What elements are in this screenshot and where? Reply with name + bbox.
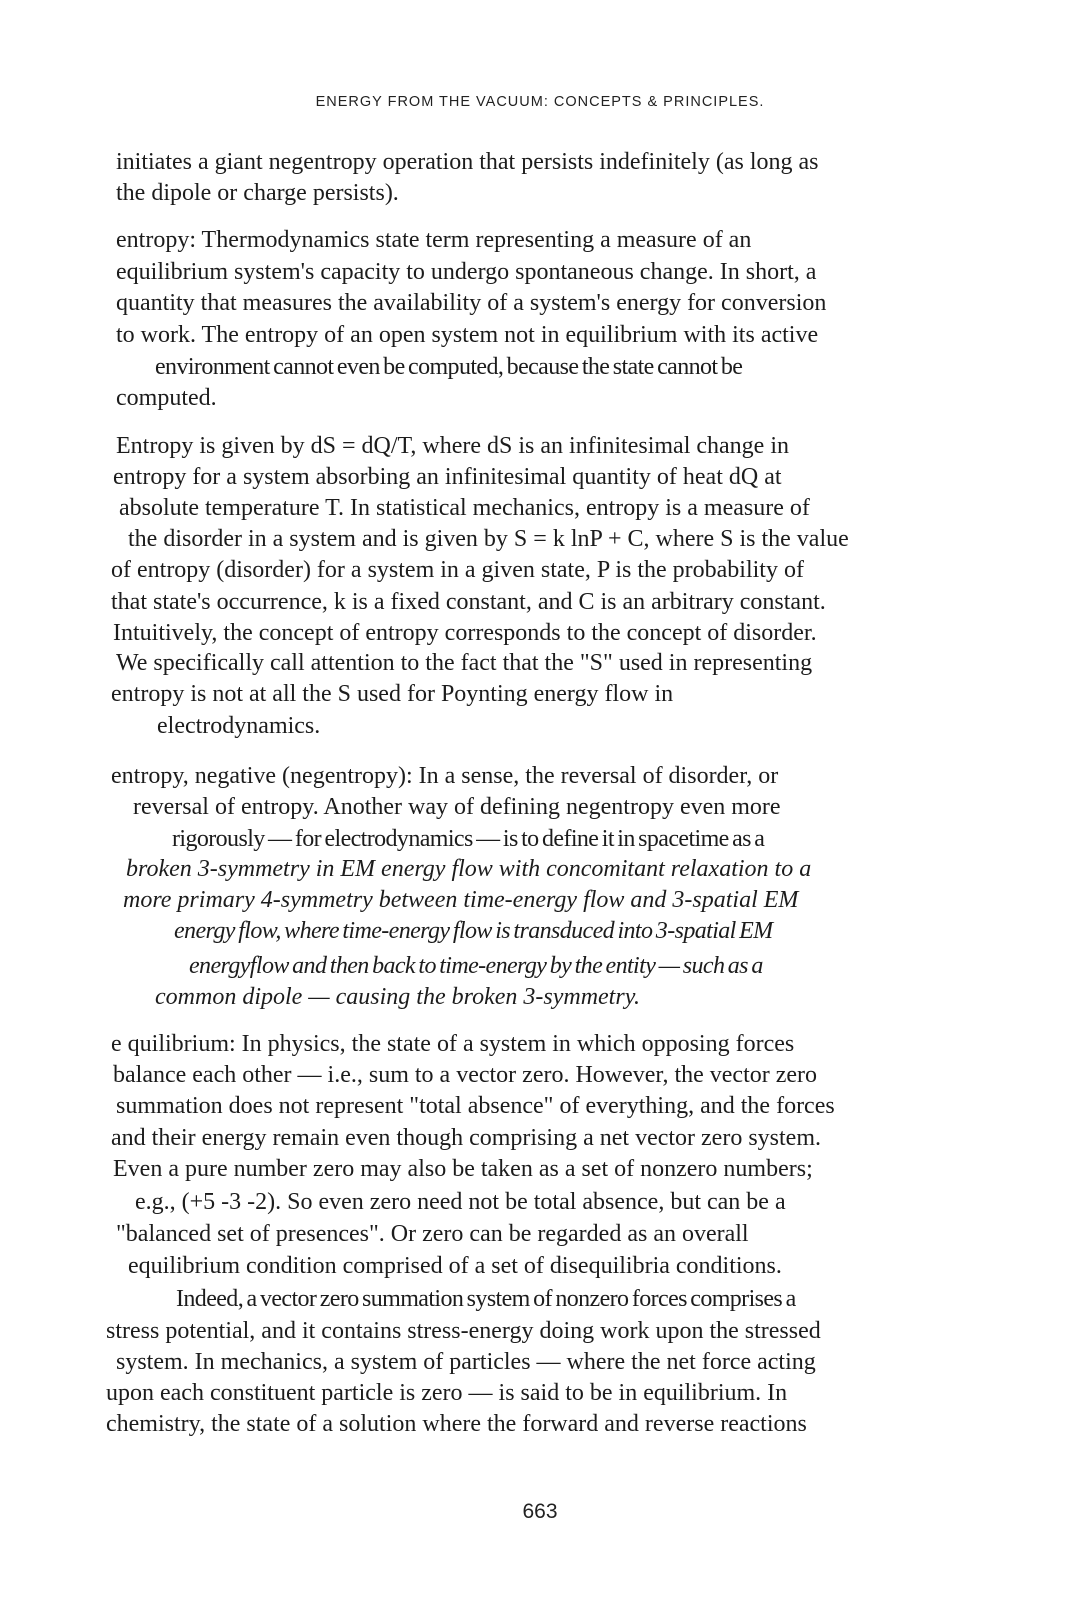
text-line: Intuitively, the concept of entropy corresponds to the concept of disorder. [113, 620, 817, 646]
text-line: We specifically call attention to the fact that the "S" used in representing [116, 650, 813, 676]
text-line: the dipole or charge persists). [116, 180, 399, 206]
text-line: balance each other — i.e., sum to a vector zero. However, the vector zero [113, 1062, 818, 1088]
text-line: entropy for a system absorbing an infinitesimal quantity of heat dQ at [113, 464, 782, 490]
text-line: system. In mechanics, a system of particles — where the net force acting [116, 1349, 816, 1375]
text-line: reversal of entropy. Another way of defining negentropy even more [133, 794, 781, 820]
text-line: e.g., (+5 -3 -2). So even zero need not be total absence, but can be a [135, 1189, 786, 1215]
text-line: energy flow, where time-energy flow is transduced into 3-spatial EM [174, 918, 773, 944]
text-line: computed. [116, 385, 217, 411]
text-line: common dipole — causing the broken 3-symmetry. [155, 984, 641, 1010]
text-line: "balanced set of presences". Or zero can be regarded as an overall [116, 1221, 749, 1247]
text-line: entropy: Thermodynamics state term representing a measure of an [116, 227, 752, 253]
text-line: the disorder in a system and is given by S = k lnP + C, where S is the value [128, 526, 849, 552]
text-line: quantity that measures the availability of a system's energy for conversion [116, 290, 827, 316]
text-line: initiates a giant negentropy operation that persists indefinitely (as long as [116, 149, 819, 175]
text-line: that state's occurrence, k is a fixed constant, and C is an arbitrary constant. [111, 589, 826, 615]
text-line: entropy, negative (negentropy): In a sense, the reversal of disorder, or [111, 763, 779, 789]
text-line: and their energy remain even though comprising a net vector zero system. [111, 1125, 821, 1151]
text-line: entropy is not at all the S used for Poynting energy flow in [111, 681, 674, 707]
page-number: 663 [522, 1500, 558, 1523]
text-line: summation does not represent "total absence" of everything, and the forces [116, 1093, 835, 1119]
text-line: energyflow and then back to time-energy by the entity — such as a [189, 953, 763, 979]
running-header: ENERGY FROM THE VACUUM: CONCEPTS & PRINCIPLES. [315, 94, 765, 110]
text-line: chemistry, the state of a solution where the forward and reverse reactions [106, 1411, 807, 1437]
text-line: broken 3-symmetry in EM energy flow with concomitant relaxation to a [126, 856, 812, 882]
text-line: of entropy (disorder) for a system in a given state, P is the probability of [111, 557, 804, 583]
text-line: more primary 4-symmetry between time-energy flow and 3-spatial EM [123, 887, 799, 913]
text-line: upon each constituent particle is zero — is said to be in equilibrium. In [106, 1380, 788, 1406]
text-line: equilibrium system's capacity to undergo spontaneous change. In short, a [116, 259, 817, 285]
text-line: Indeed, a vector zero summation system of nonzero forces comprises a [176, 1286, 796, 1312]
text-line: stress potential, and it contains stress-energy doing work upon the stressed [106, 1318, 821, 1344]
text-line: equilibrium condition comprised of a set of disequilibria conditions. [128, 1253, 782, 1279]
text-line: Even a pure number zero may also be taken as a set of nonzero numbers; [113, 1156, 813, 1182]
text-line: to work. The entropy of an open system not in equilibrium with its active [116, 322, 819, 348]
text-line: Entropy is given by dS = dQ/T, where dS is an infinitesimal change in [116, 433, 789, 459]
text-line: e quilibrium: In physics, the state of a system in which opposing forces [111, 1031, 795, 1057]
text-line: rigorously — for electrodynamics — is to define it in spacetime as a [172, 826, 765, 852]
text-line: electrodynamics. [157, 713, 321, 739]
text-line: absolute temperature T. In statistical mechanics, entropy is a measure of [119, 495, 810, 521]
text-line: environment cannot even be computed, because the state cannot be [155, 354, 743, 380]
